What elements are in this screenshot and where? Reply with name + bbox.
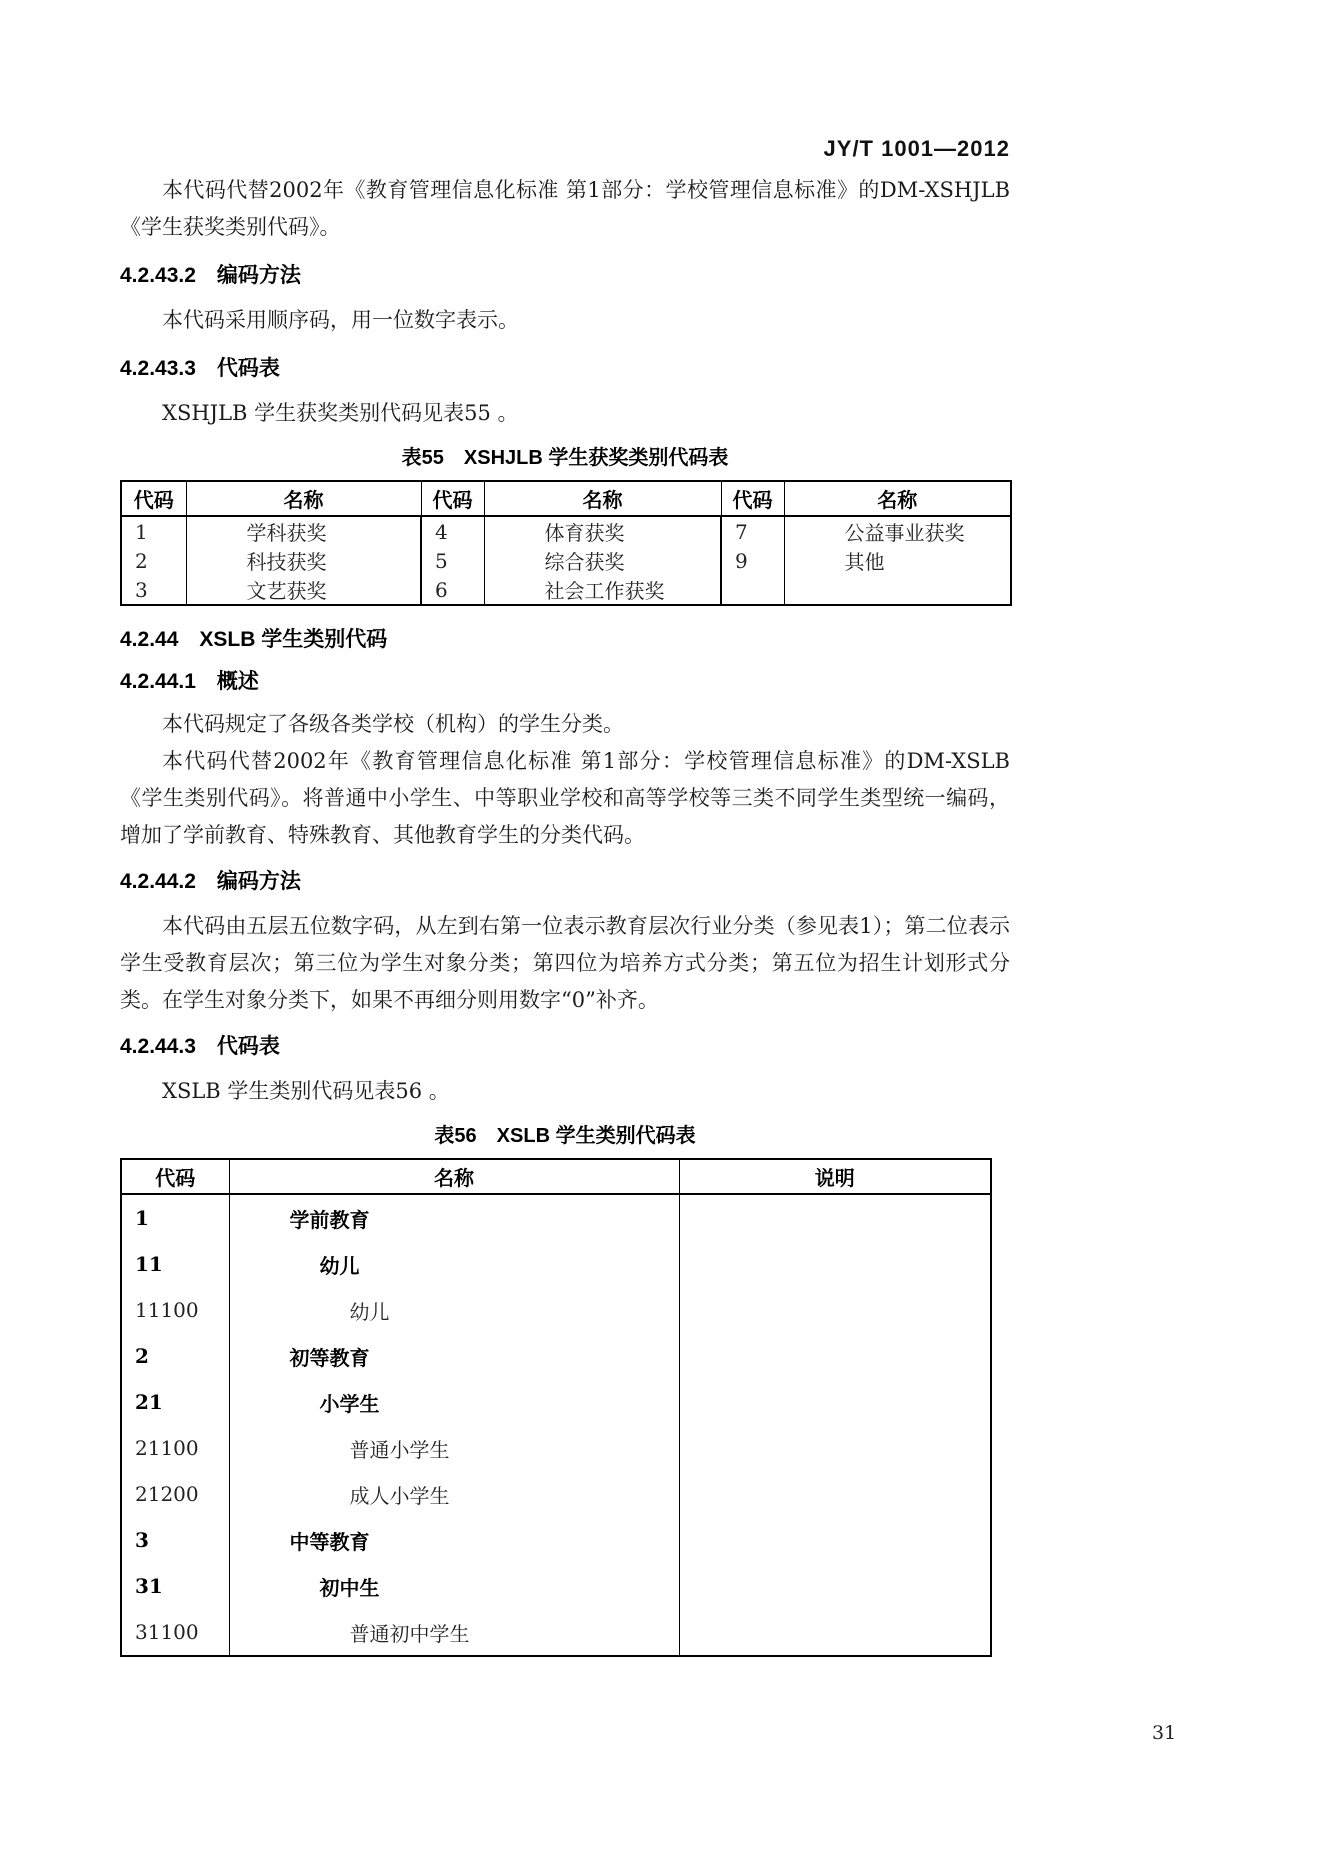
name-cell: 体育获奖 [484,516,721,546]
code-cell: 31 [121,1563,229,1609]
table-row [121,1517,991,1563]
column-header-code: 代码 [121,1159,229,1194]
name-cell: 幼儿 [229,1287,679,1333]
desc-cell [679,1471,991,1517]
code-cell: 2 [121,546,186,575]
name-cell: 初等教育 [229,1333,679,1379]
table-row [121,1379,991,1425]
code-cell: 21200 [121,1471,229,1517]
section-heading-4-2-44-2: 4.2.44.2 编码方法 [120,870,301,893]
column-header-name: 名称 [229,1159,679,1194]
code-cell: 5 [421,546,484,575]
table-row [121,1194,991,1241]
column-header-code: 代码 [721,481,784,516]
code-cell: 21 [121,1379,229,1425]
desc-cell [679,1241,991,1287]
name-cell: 学前教育 [229,1194,679,1241]
name-cell: 公益事业获奖 [784,516,1011,546]
code-cell: 11 [121,1241,229,1287]
table55-caption: 表55 XSHJLB 学生获奖类别代码表 [401,447,729,469]
table56-caption: 表56 XSLB 学生类别代码表 [434,1125,696,1147]
code-cell [721,575,784,605]
code-cell: 1 [121,1194,229,1241]
table-row [121,1609,991,1656]
code-cell: 21100 [121,1425,229,1471]
para-replace-xshjlb: 本代码代替2002年《教育管理信息化标准 第1部分：学校管理信息标准》的DM-XSHJLB《学生获奖类别代码》。 [120,178,1010,239]
para-replace-xslb: 本代码代替2002年《教育管理信息化标准 第1部分：学校管理信息标准》的DM-XSLB《学生类别代码》。将普通中小学生、中等职业学校和高等学校等三类不同学生类型统一编码，增加了学前教育、特殊教育、其他教育学生的分类代码。 [120,749,1010,847]
section-heading-4-2-43-3: 4.2.43.3 代码表 [120,357,280,380]
name-cell: 文艺获奖 [186,575,421,605]
desc-cell [679,1333,991,1379]
page-number: 31 [1152,1722,1177,1744]
section-heading-4-2-44-1: 4.2.44.1 概述 [120,670,259,693]
name-cell: 普通初中学生 [229,1609,679,1656]
column-header-name: 名称 [186,481,421,516]
desc-cell [679,1609,991,1656]
section-heading-4-2-43-2: 4.2.43.2 编码方法 [120,264,301,287]
column-header-name: 名称 [484,481,721,516]
desc-cell [679,1194,991,1241]
para-see-table-56: XSLB 学生类别代码见表56 。 [162,1079,450,1103]
desc-cell [679,1425,991,1471]
desc-cell [679,1517,991,1563]
section-heading-4-2-44: 4.2.44 XSLB 学生类别代码 [120,628,388,651]
name-cell [784,575,1011,605]
para-overview-scope: 本代码规定了各级各类学校（机构）的学生分类。 [162,712,624,736]
code-cell: 6 [421,575,484,605]
table-header-row [121,481,1011,516]
column-header-name: 名称 [784,481,1011,516]
section-heading-4-2-44-3: 4.2.44.3 代码表 [120,1035,280,1058]
column-header-code: 代码 [121,481,186,516]
table-row [121,1471,991,1517]
student-type-code-table [120,1158,992,1657]
name-cell: 小学生 [229,1379,679,1425]
code-cell: 3 [121,1517,229,1563]
para-see-table-55: XSHJLB 学生获奖类别代码见表55 。 [162,401,519,425]
para-coding-method-43: 本代码采用顺序码，用一位数字表示。 [162,308,519,332]
column-header-description: 说明 [679,1159,991,1194]
code-cell: 1 [121,516,186,546]
name-cell: 初中生 [229,1563,679,1609]
desc-cell [679,1563,991,1609]
code-cell: 9 [721,546,784,575]
code-cell: 31100 [121,1609,229,1656]
code-cell: 7 [721,516,784,546]
table-row [121,1425,991,1471]
table-row [121,546,1011,575]
table-row [121,575,1011,605]
code-cell: 4 [421,516,484,546]
name-cell: 其他 [784,546,1011,575]
table-row [121,1287,991,1333]
name-cell: 综合获奖 [484,546,721,575]
award-type-code-table [120,480,1012,606]
name-cell: 中等教育 [229,1517,679,1563]
table-row [121,516,1011,546]
doc-number: JY/T 1001—2012 [823,136,1010,161]
code-cell: 3 [121,575,186,605]
code-cell: 11100 [121,1287,229,1333]
code-cell: 2 [121,1333,229,1379]
column-header-code: 代码 [421,481,484,516]
name-cell: 学科获奖 [186,516,421,546]
table-row [121,1563,991,1609]
name-cell: 社会工作获奖 [484,575,721,605]
name-cell: 普通小学生 [229,1425,679,1471]
page-content [120,136,1010,1657]
table-row [121,1333,991,1379]
name-cell: 科技获奖 [186,546,421,575]
name-cell: 幼儿 [229,1241,679,1287]
table-row [121,1241,991,1287]
desc-cell [679,1379,991,1425]
name-cell: 成人小学生 [229,1471,679,1517]
desc-cell [679,1287,991,1333]
para-coding-method-44: 本代码由五层五位数字码，从左到右第一位表示教育层次行业分类（参见表1）；第二位表示学生受教育层次；第三位为学生对象分类；第四位为培养方式分类；第五位为招生计划形式分类。在学生对象分类下，如果不再细分则用数字“0”补齐。 [120,914,1010,1012]
table-header-row [121,1159,991,1194]
